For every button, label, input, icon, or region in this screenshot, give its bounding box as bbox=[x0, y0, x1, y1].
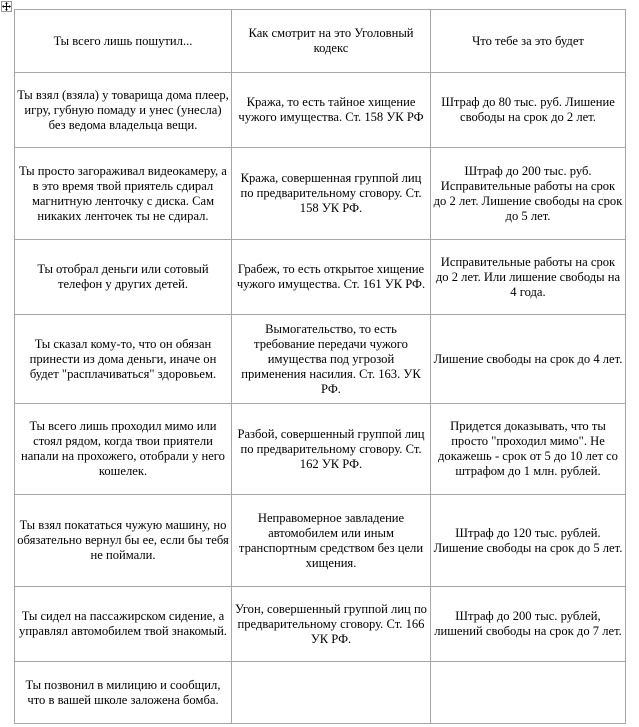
table-cell-act: Ты сидел на пассажирском сидение, а управлял автомобилем твой знакомый. bbox=[15, 587, 232, 662]
table-row bbox=[15, 148, 626, 240]
table-cell-penalty: Исправительные работы на срок до 2 лет. Или лишение свободы на 4 года. bbox=[431, 240, 626, 315]
header-cell-consequence: Что тебе за это будет bbox=[431, 10, 626, 73]
table-cell-act: Ты всего лишь проходил мимо или стоял рядом, когда твои приятели напали на прохожего, отобрали у него кошелек. bbox=[15, 404, 232, 495]
table-row bbox=[15, 495, 626, 587]
table-cell-article: Грабеж, то есть открытое хищение чужого имущества. Ст. 161 УК РФ. bbox=[232, 240, 431, 315]
header-cell-criminal-code: Как смотрит на это Уголовный кодекс bbox=[232, 10, 431, 73]
table-cell-penalty: Штраф до 80 тыс. руб. Лишение свободы на срок до 2 лет. bbox=[431, 73, 626, 148]
table-cell-article: Кража, совершенная группой лиц по предварительному сговору. Ст. 158 УК РФ. bbox=[232, 148, 431, 240]
table-cell-penalty: Штраф до 200 тыс. рублей, лишений свободы на срок до 7 лет. bbox=[431, 587, 626, 662]
table-header-row bbox=[15, 10, 626, 73]
table-cell-act: Ты позвонил в милицию и сообщил, что в вашей школе заложена бомба. bbox=[15, 662, 232, 724]
criminal-code-table bbox=[14, 9, 626, 724]
table-cell-penalty: Лишение свободы на срок до 4 лет. bbox=[431, 315, 626, 404]
table-cell-article: Разбой, совершенный группой лиц по предварительному сговору. Ст. 162 УК РФ. bbox=[232, 404, 431, 495]
table-cell-penalty bbox=[431, 662, 626, 724]
table-row bbox=[15, 240, 626, 315]
table-cell-act: Ты взял покататься чужую машину, но обязательно вернул бы ее, если бы тебя не поймали. bbox=[15, 495, 232, 587]
table-cell-penalty: Штраф до 200 тыс. руб. Исправительные работы на срок до 2 лет. Лишение свободы на срок до 5 лет. bbox=[431, 148, 626, 240]
table-cell-article: Неправомерное завладение автомобилем или иным транспортным средством без цели хищения. bbox=[232, 495, 431, 587]
table-row bbox=[15, 587, 626, 662]
table-row bbox=[15, 662, 626, 724]
table-cell-act: Ты сказал кому-то, что он обязан принести из дома деньги, иначе он будет "расплачиваться" здоровьем. bbox=[15, 315, 232, 404]
table-row bbox=[15, 73, 626, 148]
table-cell-article bbox=[232, 662, 431, 724]
table-cell-article: Вымогательство, то есть требование передачи чужого имущества под угрозой применения насилия. Ст. 163. УК РФ. bbox=[232, 315, 431, 404]
table-cell-article: Угон, совершенный группой лиц по предварительному сговору. Ст. 166 УК РФ. bbox=[232, 587, 431, 662]
table-cell-article: Кража, то есть тайное хищение чужого имущества. Ст. 158 УК РФ bbox=[232, 73, 431, 148]
table-cell-act: Ты отобрал деньги или сотовый телефон у других детей. bbox=[15, 240, 232, 315]
table-cell-act: Ты взял (взяла) у товарища дома плеер, игру, губную помаду и унес (унесла) без ведома владельца вещи. bbox=[15, 73, 232, 148]
table-row bbox=[15, 315, 626, 404]
header-cell-joke: Ты всего лишь пошутил... bbox=[15, 10, 232, 73]
table-cell-act: Ты просто загораживал видеокамеру, а в это время твой приятель сдирал магнитную ленточку с диска. Сам никаких ленточек ты не сдирал. bbox=[15, 148, 232, 240]
table-row bbox=[15, 404, 626, 495]
table-cell-penalty: Придется доказывать, что ты просто "проходил мимо". Не докажешь - срок от 5 до 10 лет со штрафом до 1 млн. рублей. bbox=[431, 404, 626, 495]
table-move-handle-icon[interactable] bbox=[1, 1, 12, 12]
table-cell-penalty: Штраф до 120 тыс. рублей. Лишение свободы на срок до 5 лет. bbox=[431, 495, 626, 587]
